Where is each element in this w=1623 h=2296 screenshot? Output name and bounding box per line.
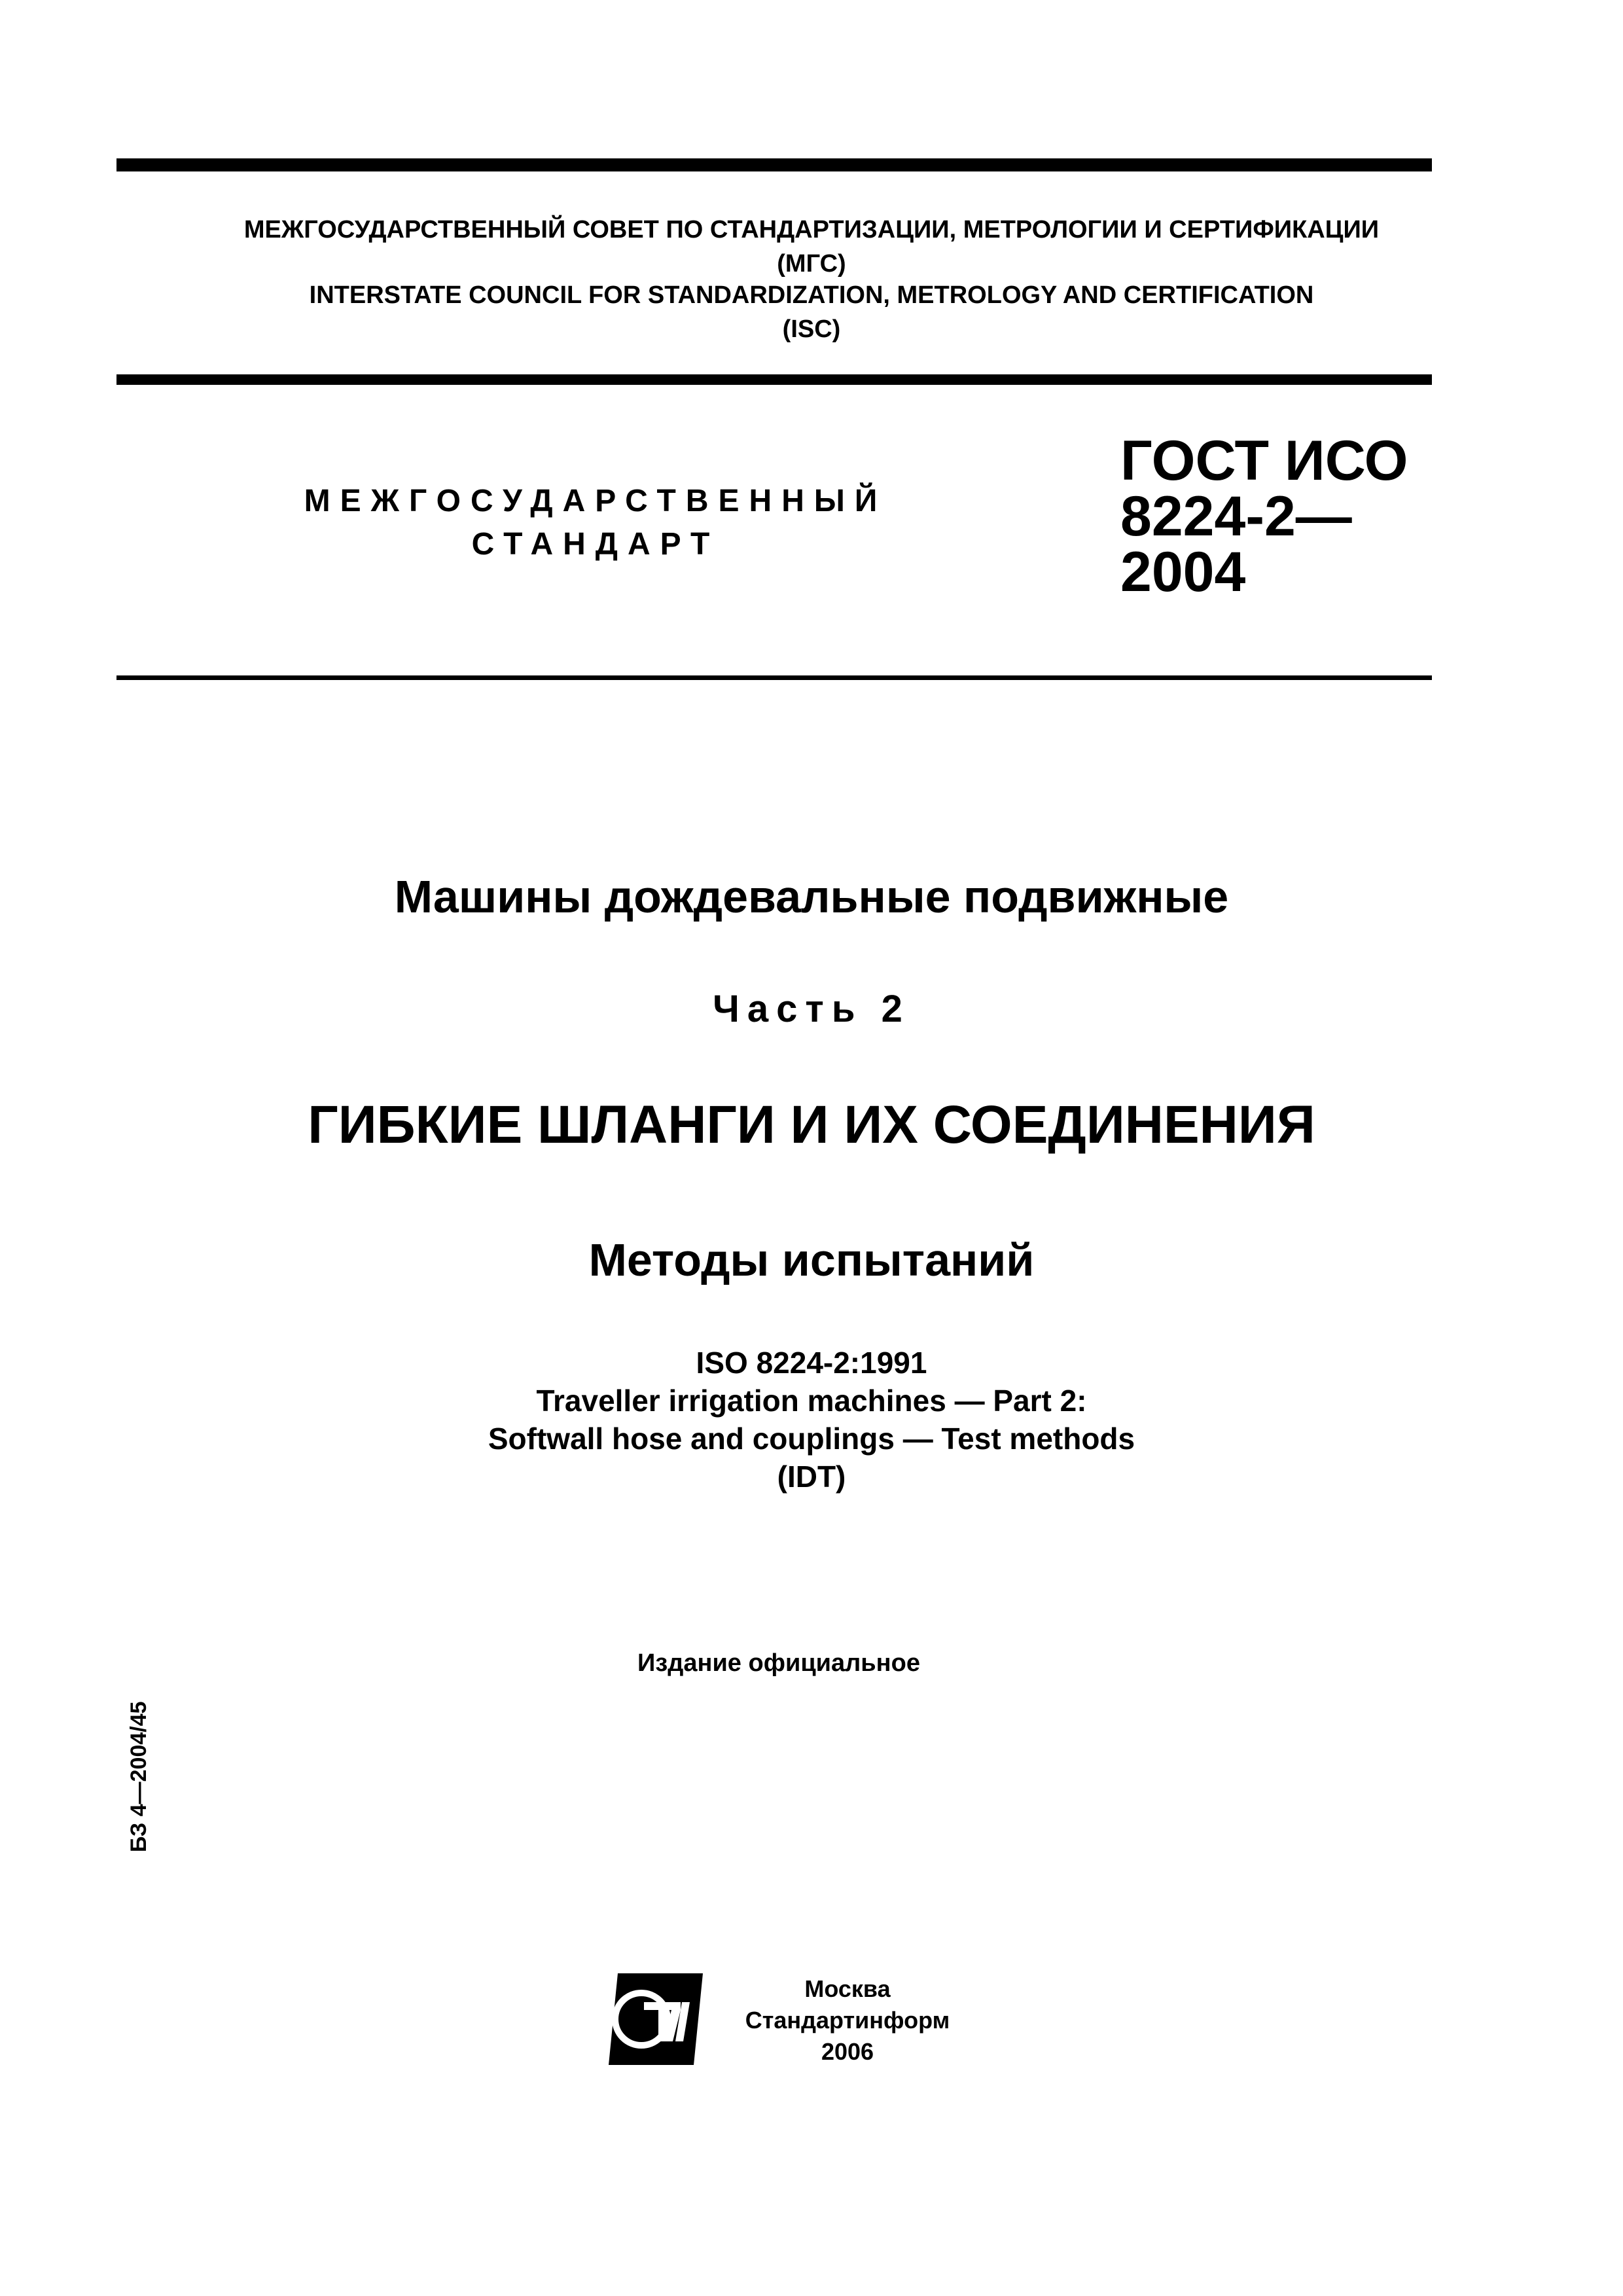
publisher-year: 2006	[821, 2038, 874, 2065]
designation-line3: 2004	[1120, 541, 1246, 603]
standard-label-line1: МЕЖГОСУДАРСТВЕННЫЙ	[304, 484, 887, 518]
designation-line2: 8224-2—	[1120, 485, 1352, 548]
title-part: Часть 2	[713, 988, 910, 1030]
designation-line1: ГОСТ ИСО	[1120, 429, 1408, 492]
header-rule	[116, 374, 1432, 385]
iso-degree: (IDT)	[777, 1460, 846, 1494]
top-rule	[116, 158, 1432, 171]
council-abbr-en: (ISC)	[782, 315, 841, 343]
iso-title-line1: Traveller irrigation machines — Part 2:	[536, 1384, 1087, 1418]
publisher-block	[740, 1973, 955, 2068]
council-abbr-ru: (МГС)	[777, 250, 846, 278]
publisher-logo	[609, 1973, 703, 2065]
publisher-city: Москва	[804, 1975, 891, 2002]
title-main: Машины дождевальные подвижные	[394, 871, 1229, 922]
designation-rule	[116, 675, 1432, 680]
title-subject: ГИБКИЕ ШЛАНГИ И ИХ СОЕДИНЕНИЯ	[308, 1095, 1315, 1155]
iso-title-line2: Softwall hose and couplings — Test methods	[488, 1422, 1135, 1456]
edition-label: Издание официальное	[637, 1649, 920, 1677]
side-code: БЗ 4—2004/45	[126, 1701, 151, 1852]
council-name-en: INTERSTATE COUNCIL FOR STANDARDIZATION, METROLOGY AND CERTIFICATION	[309, 281, 1314, 309]
publisher-name: Стандартинформ	[745, 2007, 950, 2034]
title-methods: Методы испытаний	[588, 1234, 1035, 1285]
standard-label-line2: СТАНДАРТ	[471, 527, 720, 562]
iso-number: ISO 8224-2:1991	[696, 1346, 927, 1380]
council-name-ru: МЕЖГОСУДАРСТВЕННЫЙ СОВЕТ ПО СТАНДАРТИЗАЦИИ, МЕТРОЛОГИИ И СЕРТИФИКАЦИИ	[243, 216, 1380, 243]
